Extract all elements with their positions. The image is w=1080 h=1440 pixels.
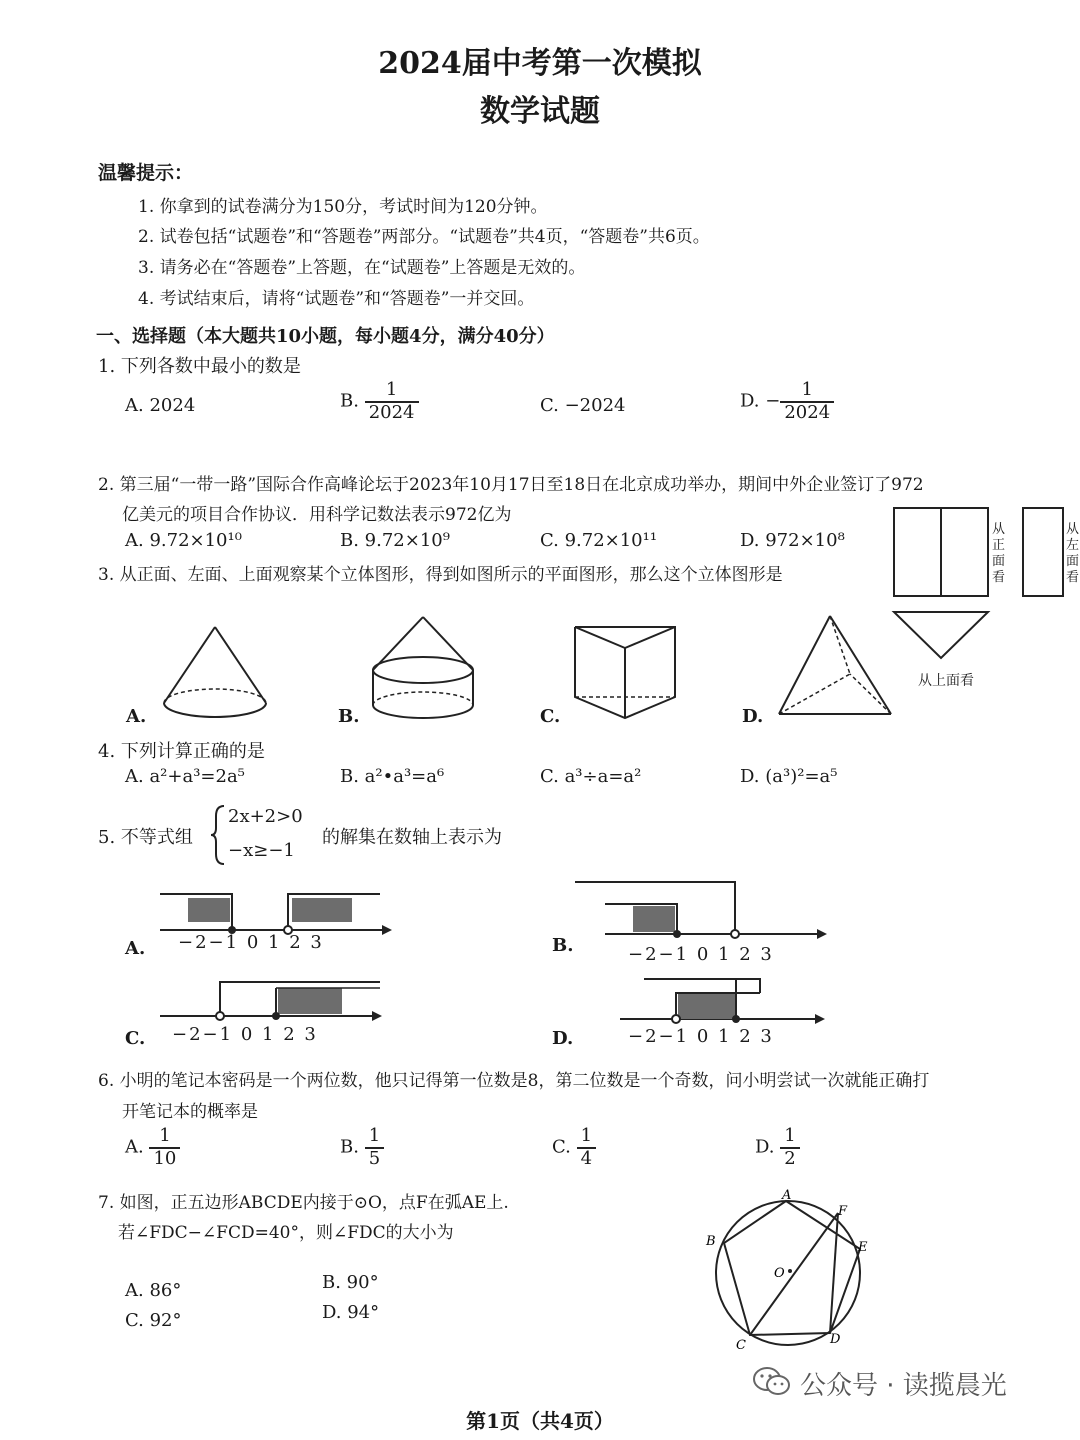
q1-option-b: B. $\frac{1}{2024}$ bbox=[340, 380, 419, 423]
q2-line1: 2. 第三届“一带一路”国际合作高峰论坛于2023年10月17日至18日在北京成功举办，期间中外企业签订了972 bbox=[98, 475, 924, 495]
q2-option-c: C. 9.72×10¹¹ bbox=[540, 530, 658, 551]
left-view-label: 从左面看 bbox=[1066, 522, 1080, 585]
point-d: D bbox=[830, 1332, 841, 1347]
point-a: A bbox=[782, 1188, 792, 1203]
axis-labels-a: −2−1 0 1 2 3 bbox=[178, 932, 324, 953]
q3-stem: 3. 从正面、左面、上面观察某个立体图形，得到如图所示的平面图形，那么这个立体图形是 bbox=[98, 565, 783, 585]
q2-option-b: B. 9.72×10⁹ bbox=[340, 530, 450, 551]
q2-line2: 亿美元的项目合作协议．用科学记数法表示972亿为 bbox=[122, 505, 512, 525]
q3-option-b: B. bbox=[338, 706, 360, 727]
exam-subtitle: 数学试题 bbox=[480, 94, 600, 129]
q7-option-d: D. 94° bbox=[322, 1302, 380, 1323]
solid-c-prism bbox=[570, 622, 680, 722]
q7-option-c: C. 92° bbox=[125, 1310, 182, 1331]
point-e: E bbox=[858, 1240, 868, 1255]
q5-option-c: C. bbox=[125, 1028, 146, 1049]
tip-item: 1. 你拿到的试卷满分为150分，考试时间为120分钟。 bbox=[138, 197, 548, 217]
q1-option-c: C. −2024 bbox=[540, 395, 626, 416]
q4-option-c: C. a³÷a=a² bbox=[540, 766, 642, 787]
tip-item: 4. 考试结束后，请将“试题卷”和“答题卷”一并交回。 bbox=[138, 289, 535, 309]
number-line-b bbox=[575, 878, 835, 950]
tip-item: 2. 试卷包括“试题卷”和“答题卷”两部分。“试题卷”共4页，“答题卷”共6页。 bbox=[138, 227, 710, 247]
point-o: O bbox=[774, 1266, 785, 1281]
brace-icon bbox=[210, 804, 226, 866]
q6-line2: 开笔记本的概率是 bbox=[122, 1102, 258, 1122]
q1-option-d: D. − $\frac{1}{2024}$ bbox=[740, 380, 834, 423]
q2-option-d: D. 972×10⁸ bbox=[740, 530, 845, 551]
q5-suffix: 的解集在数轴上表示为 bbox=[322, 827, 502, 848]
q1-stem: 1. 下列各数中最小的数是 bbox=[98, 356, 301, 377]
axis-labels-c: −2−1 0 1 2 3 bbox=[172, 1024, 318, 1045]
point-c: C bbox=[736, 1338, 746, 1353]
pentagon-circle-figure bbox=[700, 1185, 880, 1355]
q6-option-b: B. $\frac{1}{5}$ bbox=[340, 1126, 384, 1169]
q4-stem: 4. 下列计算正确的是 bbox=[98, 741, 265, 762]
q3-option-d: D. bbox=[742, 706, 764, 727]
q5-option-b: B. bbox=[552, 935, 574, 956]
q6-option-d: D. $\frac{1}{2}$ bbox=[755, 1126, 800, 1169]
q5-inequality-1: 2x+2>0 bbox=[228, 806, 303, 827]
exam-title: 2024届中考第一次模拟 bbox=[378, 46, 702, 81]
tip-item: 3. 请务必在“答题卷”上答题，在“试题卷”上答题是无效的。 bbox=[138, 258, 586, 278]
front-view-label: 从正面看 bbox=[992, 522, 1006, 585]
axis-labels-b: −2−1 0 1 2 3 bbox=[628, 944, 774, 965]
q7-option-a: A. 86° bbox=[125, 1280, 182, 1301]
top-view bbox=[894, 612, 988, 658]
solid-a-cone bbox=[160, 625, 270, 725]
q7-line1: 7. 如图，正五边形ABCDE内接于⊙O，点F在弧AE上. bbox=[98, 1193, 509, 1213]
q6-option-a: A. $\frac{1}{10}$ bbox=[125, 1126, 180, 1169]
q5-option-a: A. bbox=[125, 938, 146, 959]
q7-option-b: B. 90° bbox=[322, 1272, 379, 1293]
watermark: 公众号 · 读揽晨光 bbox=[800, 1371, 1007, 1401]
three-views-figure bbox=[880, 500, 1080, 700]
q1-option-a: A. 2024 bbox=[125, 395, 196, 416]
point-b: B bbox=[706, 1234, 716, 1249]
q7-line2: 若∠FDC−∠FCD=40°，则∠FDC的大小为 bbox=[118, 1223, 454, 1243]
tips-heading: 温馨提示： bbox=[98, 162, 194, 184]
q4-option-d: D. (a³)²=a⁵ bbox=[740, 766, 838, 787]
section-heading: 一、选择题（本大题共10小题，每小题4分，满分40分） bbox=[96, 326, 555, 347]
solid-d-pyramid bbox=[775, 612, 895, 722]
page-footer: 第1页（共4页） bbox=[466, 1409, 614, 1433]
q6-line1: 6. 小明的笔记本密码是一个两位数，他只记得第一位数是8，第二位数是一个奇数，问小明尝试一次就能正确打 bbox=[98, 1071, 930, 1091]
q4-option-a: A. a²+a³=2a⁵ bbox=[125, 766, 245, 787]
q5-inequality-2: −x≥−1 bbox=[228, 840, 295, 861]
q3-option-a: A. bbox=[126, 706, 147, 727]
q4-option-b: B. a²•a³=a⁶ bbox=[340, 766, 445, 787]
solid-b-cone-on-cylinder bbox=[368, 615, 478, 725]
q6-option-c: C. $\frac{1}{4}$ bbox=[552, 1126, 596, 1169]
wechat-icon bbox=[752, 1365, 792, 1399]
axis-labels-d: −2−1 0 1 2 3 bbox=[628, 1026, 774, 1047]
q5-option-d: D. bbox=[552, 1028, 574, 1049]
point-f: F bbox=[838, 1204, 848, 1219]
left-view bbox=[1023, 508, 1063, 596]
q2-option-a: A. 9.72×10¹⁰ bbox=[125, 530, 242, 551]
q5-prefix: 5. 不等式组 bbox=[98, 827, 193, 848]
q3-option-c: C. bbox=[540, 706, 561, 727]
top-view-label: 从上面看 bbox=[918, 673, 974, 689]
